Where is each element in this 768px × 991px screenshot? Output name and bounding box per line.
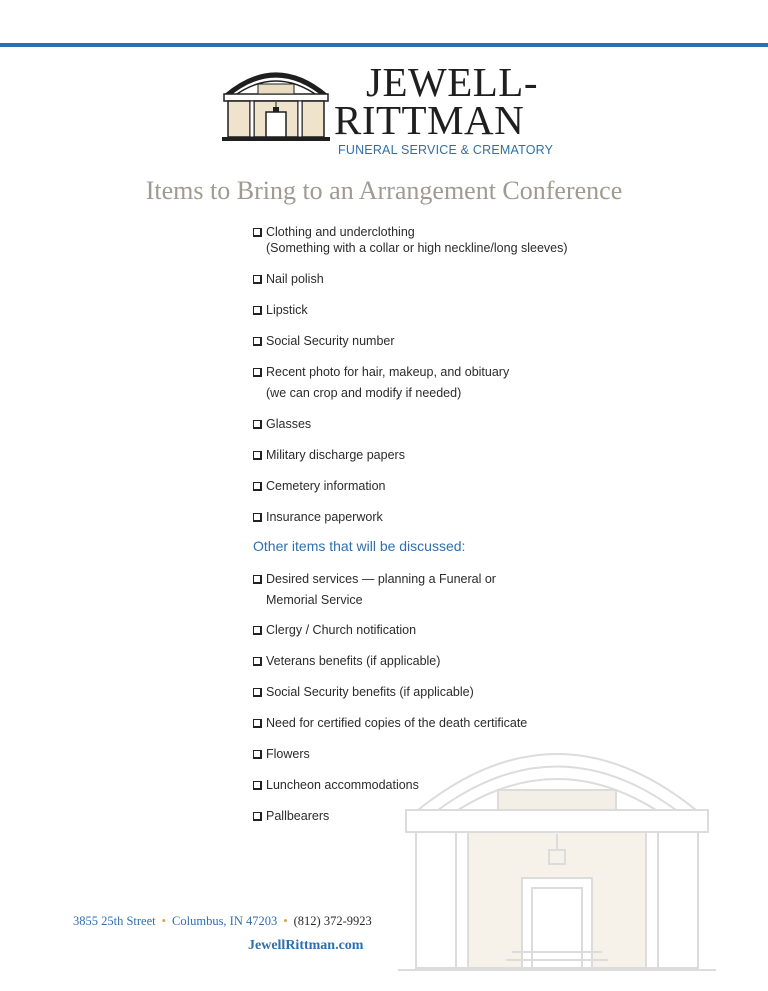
list-item <box>253 447 405 463</box>
checkbox-icon <box>253 513 262 522</box>
list-item <box>253 509 383 525</box>
item-label: Veterans benefits (if applicable) <box>266 654 441 668</box>
item-label: Lipstick <box>266 303 308 317</box>
list-item <box>253 364 509 401</box>
list-item <box>253 746 310 762</box>
checkbox-icon <box>253 482 262 491</box>
item-label: Military discharge papers <box>266 448 405 462</box>
section-heading: Other items that will be discussed: <box>253 538 466 554</box>
item-label: Luncheon accommodations <box>266 778 419 792</box>
list-item <box>253 416 311 432</box>
checkbox-icon <box>253 657 262 666</box>
list-item <box>253 571 496 608</box>
checkbox-icon <box>253 306 262 315</box>
item-label: Clothing and underclothing <box>266 225 415 239</box>
checkbox-icon <box>253 228 262 237</box>
item-label: Social Security benefits (if applicable) <box>266 685 474 699</box>
brand-name-line1: JEWELL- <box>366 59 538 105</box>
footer-website-link[interactable]: JewellRittman.com <box>248 938 364 953</box>
checkbox-icon <box>253 812 262 821</box>
brand-name-line2: RITTMAN <box>334 97 525 143</box>
checkbox-icon <box>253 626 262 635</box>
list-item <box>253 622 416 638</box>
item-label: Insurance paperwork <box>266 510 383 524</box>
separator-dot: • <box>161 914 167 928</box>
checkbox-icon <box>253 275 262 284</box>
checkbox-icon <box>253 337 262 346</box>
list-item <box>253 715 527 731</box>
checkbox-icon <box>253 451 262 460</box>
list-item <box>253 653 440 669</box>
list-item <box>253 302 308 318</box>
item-label: Flowers <box>266 747 310 761</box>
item-label: Desired services — planning a Funeral or <box>266 572 496 586</box>
page-title: Items to Bring to an Arrangement Conference <box>145 176 623 205</box>
item-label: Clergy / Church notification <box>266 623 417 637</box>
item-note: (Something with a collar or high neckline/long sleeves) <box>266 241 568 255</box>
footer-phone: (812) 372-9923 <box>293 914 372 928</box>
list-item <box>253 684 474 700</box>
building-watermark-icon <box>398 738 716 974</box>
brand-logo <box>220 58 554 158</box>
item-label: Recent photo for hair, makeup, and obituary <box>266 365 510 379</box>
list-item <box>253 271 324 287</box>
list-item <box>253 224 568 256</box>
item-label: Pallbearers <box>266 809 330 823</box>
checkbox-icon <box>253 688 262 697</box>
item-label: Glasses <box>266 417 312 431</box>
checkbox-icon <box>253 781 262 790</box>
checkbox-icon <box>253 368 262 377</box>
list-item <box>253 808 329 824</box>
building-logo-icon <box>220 62 332 142</box>
footer-address <box>73 914 372 929</box>
checkbox-icon <box>253 420 262 429</box>
separator-dot: • <box>283 914 288 928</box>
checkbox-icon <box>253 750 262 759</box>
checkbox-icon <box>253 575 262 584</box>
list-item <box>253 333 395 349</box>
footer-street: 3855 25th Street <box>73 914 156 928</box>
checkbox-icon <box>253 719 262 728</box>
item-label: Nail polish <box>266 272 324 286</box>
top-rule <box>0 43 768 47</box>
item-label: Social Security number <box>266 334 395 348</box>
item-note: Memorial Service <box>266 593 363 607</box>
item-label: Cemetery information <box>266 479 386 493</box>
brand-tagline: FUNERAL SERVICE & CREMATORY <box>338 143 554 157</box>
item-note: (we can crop and modify if needed) <box>266 386 462 400</box>
list-item <box>253 478 386 494</box>
item-label: Need for certified copies of the death certificate <box>266 716 528 730</box>
list-item <box>253 777 419 793</box>
footer-city: Columbus, IN 47203 <box>172 914 278 928</box>
